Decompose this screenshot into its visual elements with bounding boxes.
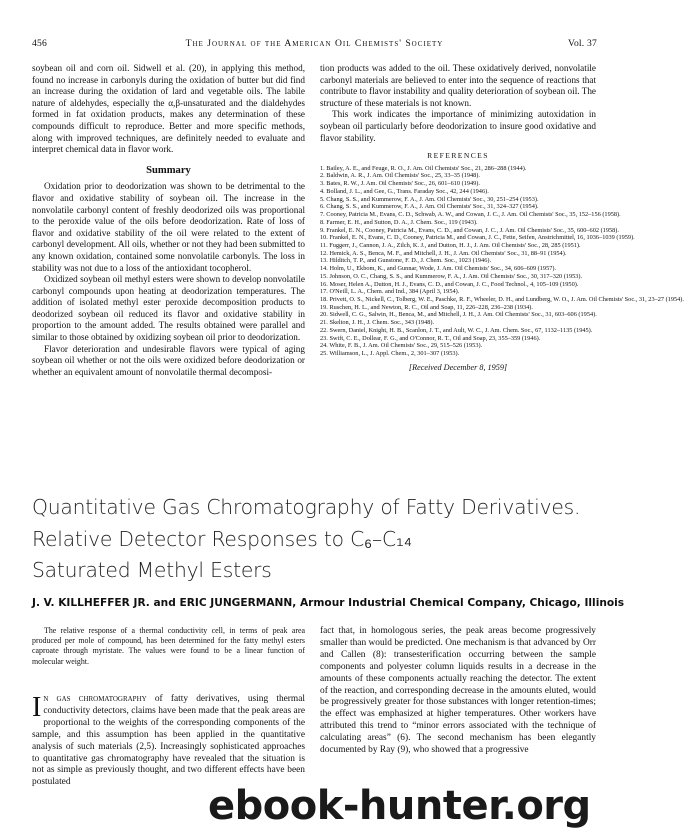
conclusion-paragraph: This work indicates the importance of minimizing autoxidation in soybean oil particularly before deodorization to insure good oxidative and flavor stability. <box>320 109 596 143</box>
reference-item: 15. Johnson, O. C., Chang, S. S., and Kummerow, F. A., J. Am. Oil Chemists' Soc., 30, 317–320 (1953). <box>320 272 583 280</box>
reference-item: 16. Moser, Helen A., Dutton, H. J., Evans, C. D., and Cowan, J. C., Food Technol., 4, 105–109 (1950). <box>320 280 579 288</box>
reference-item: 13. Hilditch, T. P., and Gunstone, F. D., J. Chem. Soc., 1023 (1946). <box>320 257 492 265</box>
author-line: J. V. KILLHEFFER JR. and ERIC JUNGERMANN, Armour Industrial Chemical Company, Chicago, Illinois <box>32 597 625 609</box>
reference-item: 2. Baldwin, A. R., J. Am. Oil Chemists' Soc., 25, 33–35 (1948). <box>320 172 480 180</box>
journal-title: The Journal of the American Oil Chemists' Society <box>185 38 444 49</box>
reference-item: 11. Fuggerr, J., Cannon, J. A., Zilch, K. J., and Dutton, H. J., J. Am. Oil Chemists' Soc., 28, 285 (1951). <box>320 241 581 249</box>
reference-item: 22. Swern, Daniel, Knight, H. B., Scanlon, J. T., and Ault, W. C., J. Am. Chem. Soc., 67, 1132–1135 (1945). <box>320 326 593 334</box>
conclusion-paragraph: tion products was added to the oil. These oxidatively derived, nonvolatile carbonyl materials are believed to enter into the sequence of reactions that contribute to flavor instability and quality deterioration of soybean oil. The structure of these materials is not known. <box>320 63 596 108</box>
reference-item: 25. Williamson, L., J. Appl. Chem., 2, 301–307 (1953). <box>320 350 460 357</box>
intro-paragraph: soybean oil and corn oil. Sidwell et al. (20), in applying this method, found no increase in carbonyls during the oxidation of butter but did find an increase during the oxidation of lard and vegetable oils. The labile nature of aldehydes, especially the α,β-unsaturated and the dialdehydes formed in fat oxidation products, makes any determination of these compounds difficult to reproduce. Better and more specific methods, along with improved techniques, are definitely needed to evaluate and interpret chemical data in flavor work. <box>32 63 305 155</box>
reference-item: 23. Swift, C. E., Dollear, F. G., and O'Connor, R. T., Oil and Soap, 23, 355–359 (1946). <box>320 334 541 342</box>
summary-paragraph: Flavor deterioration and undesirable flavors were typical of aging soybean oil whether or not the oils were oxidized before deodorization or whether an equivalent amount of nonvolatile thermal decomposi- <box>32 343 305 377</box>
reference-item: 12. Hemick, A. S., Benca, M. F., and Mitchell, J. H., J. Am. Oil Chemists' Soc., 31, 88–91 (1954). <box>320 249 567 257</box>
article-title <box>32 492 592 587</box>
reference-item: 7. Cooney, Patricia M., Evans, C. D., Schwab, A. W., and Cowan, J. C., J. Am. Oil Chemists' Soc., 35, 152–156 (1958). <box>320 211 621 219</box>
intro-text: of fatty derivatives, using thermal conductivity detectors, claims have been made that the peak areas are proportional to the weights of the corresponding components of the sample, and this assumption has been applied in the quantitative analysis of such materials (2,5). Increasingly sophisticated approaches to quantitative gas chromatography have revealed that the situation is not as simple as previously thought, and two different effects have been postulated <box>32 694 305 788</box>
abstract <box>32 626 305 667</box>
title-line: Relative Detector Responses to C₆–C₁₄ <box>32 526 412 551</box>
watermark: ebook-hunter.org <box>208 783 608 829</box>
reference-item: 20. Sidwell, C. G., Salwin, H., Benca, M., and Mitchell, J. H., J. Am. Oil Chemists' Soc., 31, 603–606 (1954). <box>320 311 597 319</box>
drop-cap: I <box>32 692 42 723</box>
reference-item: 21. Skelton, J. H., J. Chem. Soc., 343 (1948). <box>320 319 435 327</box>
left-column <box>32 63 305 378</box>
title-line: Quantitative Gas Chromatography of Fatty Derivatives. <box>32 495 581 519</box>
reference-item: 8. Farmer, E. H., and Sutton, D. A., J. Chem. Soc., 119 (1943). <box>320 218 478 226</box>
summary-heading: Summary <box>146 164 191 176</box>
reference-item: 17. O'Neill, L. A., Chem. and Ind., 384 (April 3, 1954). <box>320 288 460 296</box>
references-list <box>320 164 684 358</box>
article-body-left <box>32 694 305 789</box>
reference-item: 1. Bailey, A. E., and Feuge, R. O., J. Am. Oil Chemists' Soc., 21, 286–288 (1944). <box>320 164 527 172</box>
volume-label: Vol. 37 <box>568 38 597 49</box>
body-paragraph: fact that, in homologous series, the peak areas become progressively smaller than would be predicted. One mechanism is that advanced by Orr and Callen (8): transesterification occurring between the sample components and polyester column liquids results in a decrease in the amounts of these components actually reaching the detector. The extent of the reaction, and corresponding decrease in the amounts eluted, would be progressively greater for those substances with longer retention-times; the effect was emphasized at higher temperatures. Other workers have attributed this trend to “minor errors associated with the technique of calculating areas” (6). The second mechanism has been elegantly documented by Ray (9), who showed that a progressive <box>320 626 596 756</box>
reference-item: 14. Holm, U., Ekbom, K., and Gunnar, Wode, J. Am. Oil Chemists' Soc., 34, 606–609 (1957). <box>320 265 557 273</box>
abstract-text: The relative response of a thermal conductivity cell, in terms of peak area produced per mole of compound, has been determined for the fatty methyl esters caproate through myristate. The values were found to be a linear function of molecular weight. <box>32 626 305 666</box>
article-body-right <box>320 626 596 757</box>
reference-item: 5. Chang, S. S., and Kummerow, F. A., J. Am. Oil Chemists' Soc., 30, 251–254 (1953). <box>320 195 539 203</box>
reference-item: 9. Frankel, E. N., Cooney, Patricia M., Evans, C. D., and Cowan, J. C., J. Am. Oil Chemists' Soc., 35, 600–602 (1958). <box>320 226 619 234</box>
received-date: [Received December 8, 1959] <box>408 362 508 372</box>
intro-lead: n gas chromatography <box>43 694 147 704</box>
summary-paragraph: Oxidized soybean oil methyl esters were shown to develop nonvolatile carbonyl compounds upon heating at deodorization temperatures. The addition of isolated methyl ester peroxide decomposition products to deodorized soybean oil reduced its flavor and oxidative stability in proportion to the amount added. The results obtained were parallel and similar to those obtained by oxidizing soybean oil prior to deodorization. <box>32 274 305 343</box>
reference-item: 24. White, F. B., J. Am. Oil Chemists' Soc., 29, 515–526 (1953). <box>320 342 483 350</box>
title-line: Saturated Methyl Esters <box>32 558 272 582</box>
running-header <box>32 38 597 52</box>
summary-paragraph: Oxidation prior to deodorization was shown to be detrimental to the flavor and oxidative stability of soybean oil. The increase in the nonvolatile carbonyl content of freshly deodorized oils was proportional to the peroxide value of the oils before deodorization. Rate of loss of flavor and oxidative stability of the oil were related to the extent of carbonyl development. All oils, whether or not they had been submitted to any known oxidation, contained some nonvolatile carbonyls. The loss in stability was not due to a loss of the antioxidant tocopherol. <box>32 181 305 273</box>
reference-item: 10. Frankel, E. N., Evans, C. D., Cooney, Patricia M., and Cowan, J. C., Fette, Seifen, Anstrichmittel, 16, 1036–1039 (1959). <box>320 234 635 242</box>
references-heading: REFERENCES <box>427 151 489 161</box>
reference-item: 6. Chang, S. S., and Kummerow, F. A., J. Am. Oil Chemists' Soc., 31, 324–327 (1954). <box>320 203 539 211</box>
reference-item: 3. Bates, R. W., J. Am. Oil Chemists' Soc., 26, 601–610 (1949). <box>320 180 480 188</box>
reference-item: 19. Ruschen, H. L., and Newton, R. C., Oil and Soap, 11, 226–228, 236–238 (1934). <box>320 303 533 311</box>
right-column <box>320 63 684 373</box>
reference-item: 4. Bolland, J. L., and Gee, G., Trans. Faraday Soc., 42, 244 (1946). <box>320 187 489 195</box>
reference-item: 18. Privett, O. S., Nickell, C., Tolberg, W. E., Paschke, R. F., Wheeler, D. H., and Lundberg, W. O., J. Am. Oil Chemists' Soc., 31, 23–27 (1954). <box>320 295 684 303</box>
page-number: 456 <box>32 38 47 49</box>
